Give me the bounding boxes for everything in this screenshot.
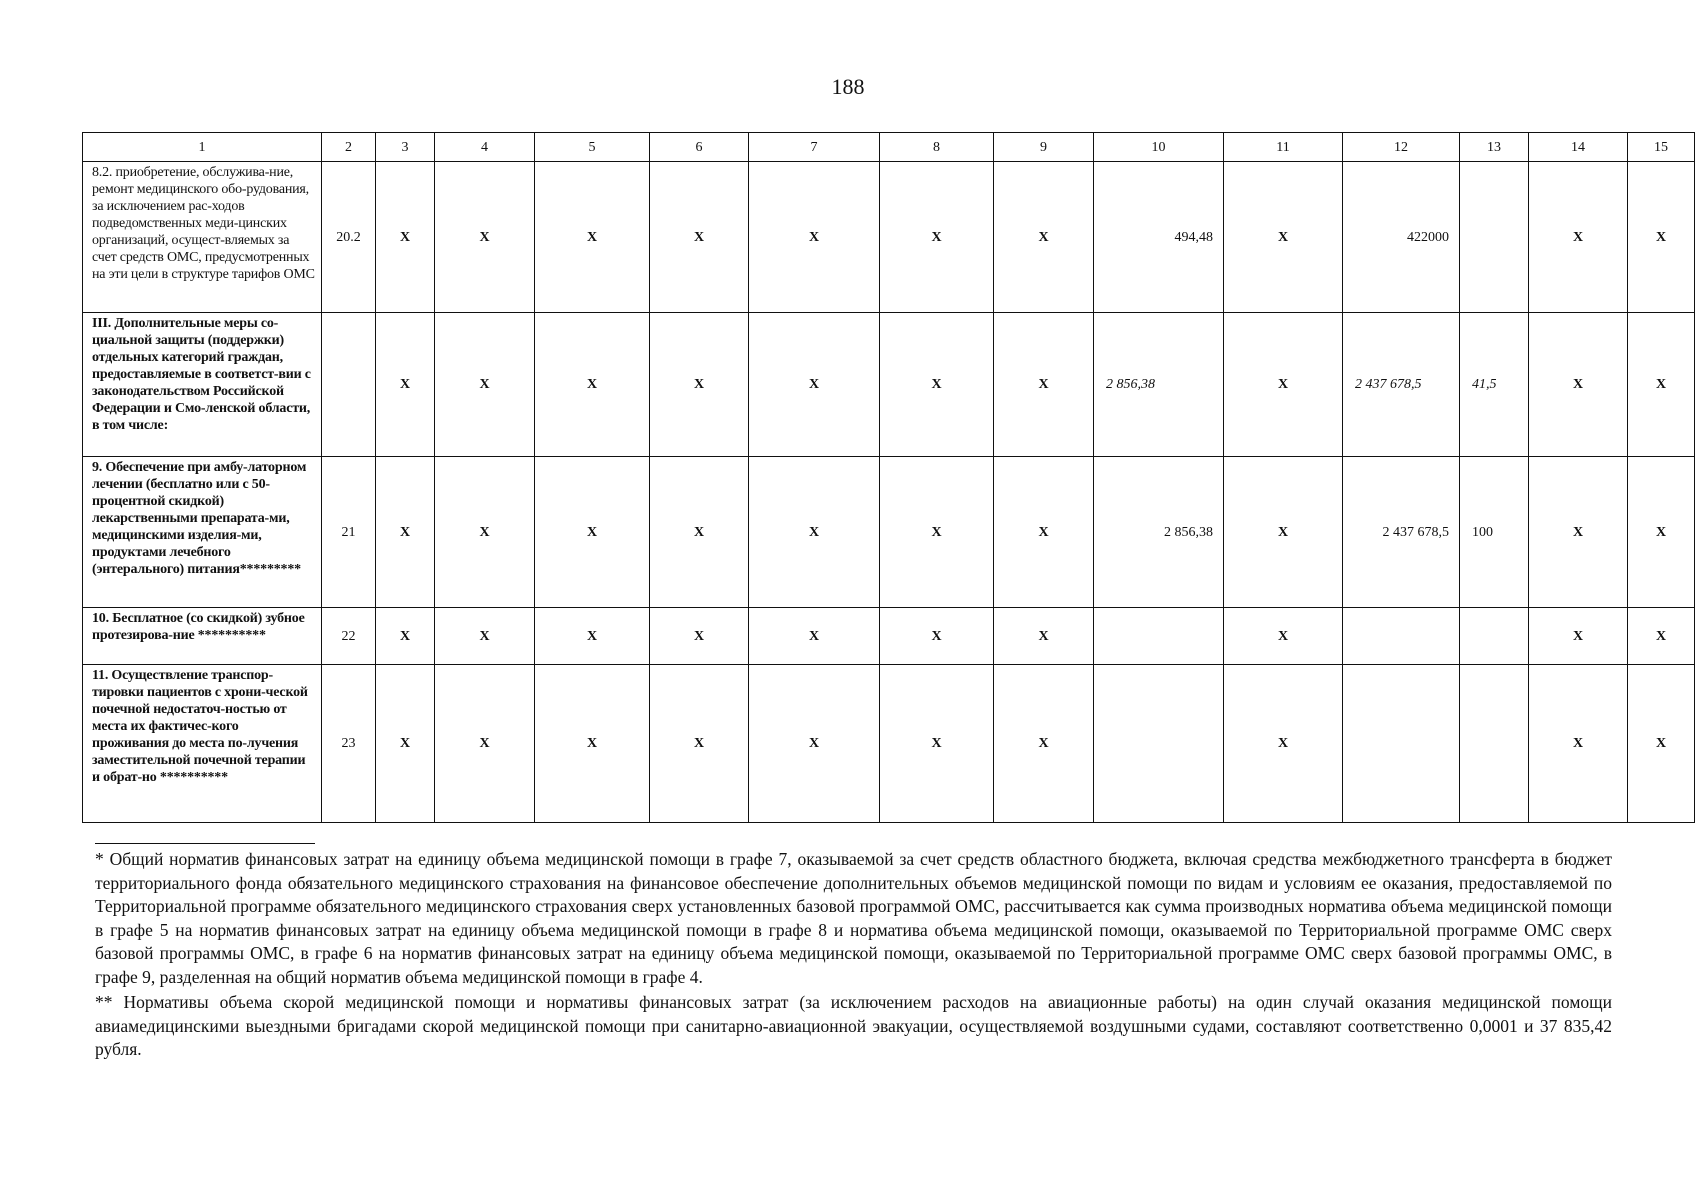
- expenditure-table: [82, 132, 1695, 823]
- x-mark: X: [1628, 608, 1695, 665]
- x-mark: X: [749, 608, 880, 665]
- x-mark: X: [650, 313, 749, 457]
- x-mark: X: [749, 457, 880, 608]
- row-label: 9. Обеспечение при амбу-латорном лечении (бесплатно или с 50-процентной скидкой) лекарственными препарата-ми, медицинскими изделия-ми, продуктами лечебного (энтерального) питания*********: [83, 457, 322, 608]
- x-mark: X: [435, 313, 535, 457]
- x-mark: X: [1529, 457, 1628, 608]
- footnotes: [95, 848, 1612, 1064]
- x-mark: X: [535, 665, 650, 823]
- column-header: 12: [1343, 133, 1460, 162]
- column-header: 6: [650, 133, 749, 162]
- cell-col10: [1094, 608, 1224, 665]
- x-mark: X: [1529, 313, 1628, 457]
- x-mark: X: [1529, 608, 1628, 665]
- x-mark: X: [994, 665, 1094, 823]
- x-mark: X: [535, 162, 650, 313]
- cell-col12: 422000: [1343, 162, 1460, 313]
- column-header: 14: [1529, 133, 1628, 162]
- x-mark: X: [1529, 665, 1628, 823]
- row-number: 23: [322, 665, 376, 823]
- column-number-row: [83, 133, 1695, 162]
- cell-col10: 494,48: [1094, 162, 1224, 313]
- x-mark: X: [749, 162, 880, 313]
- x-mark: X: [650, 608, 749, 665]
- row-number: [322, 313, 376, 457]
- footnote-1: * Общий норматив финансовых затрат на единицу объема медицинской помощи в графе 7, оказываемой за счет средств областного бюджета, включая средства межбюджетного трансферта в бюджет территориального фонда обязательного медицинского страхования на финансовое обеспечение дополнительных объемов медицинской помощи по видам и условиям ее оказания, предоставляемой по Территориальной программе обязательного медицинского страхования сверх установленных базовой программой ОМС, рассчитывается как сумма производных норматива объема медицинской помощи в графе 5 на норматив финансовых затрат на единицу объема медицинской помощи в графе 8 и норматива объема медицинской помощи, оказываемой по Территориальной программе ОМС сверх базовой программы ОМС, в графе 6 на норматив финансовых затрат на единицу объема медицинской помощи, оказываемой по Территориальной программе ОМС сверх базовой программы ОМС, в графе 9, разделенная на общий норматив объема медицинской помощи в графе 4.: [95, 849, 1612, 987]
- x-mark: X: [650, 665, 749, 823]
- x-mark: X: [1628, 162, 1695, 313]
- x-mark: X: [880, 162, 994, 313]
- x-mark: X: [376, 313, 435, 457]
- x-mark: X: [1224, 665, 1343, 823]
- row-number: 21: [322, 457, 376, 608]
- table-row: [83, 457, 1695, 608]
- x-mark: X: [650, 457, 749, 608]
- column-header: 13: [1460, 133, 1529, 162]
- x-mark: X: [994, 457, 1094, 608]
- x-mark: X: [880, 665, 994, 823]
- x-mark: X: [435, 665, 535, 823]
- row-label: 10. Бесплатное (со скидкой) зубное протезирова-ние **********: [83, 608, 322, 665]
- x-mark: X: [749, 313, 880, 457]
- table-row: [83, 313, 1695, 457]
- x-mark: X: [535, 457, 650, 608]
- row-label: 8.2. приобретение, обслужива-ние, ремонт медицинского обо-рудования, за исключением рас-ходов подведомственных меди-цинских организаций, осущест-вляемых за счет средств ОМС, предусмотренных на эти цели в структуре тарифов ОМС: [83, 162, 322, 313]
- column-header: 2: [322, 133, 376, 162]
- row-number: 22: [322, 608, 376, 665]
- x-mark: X: [376, 457, 435, 608]
- x-mark: X: [1529, 162, 1628, 313]
- x-mark: X: [994, 313, 1094, 457]
- x-mark: X: [435, 162, 535, 313]
- x-mark: X: [1224, 608, 1343, 665]
- cell-col12: 2 437 678,5: [1343, 457, 1460, 608]
- cell-col13: [1460, 665, 1529, 823]
- cell-col12: 2 437 678,5: [1343, 313, 1460, 457]
- column-header: 5: [535, 133, 650, 162]
- page-number: 188: [831, 74, 865, 99]
- x-mark: X: [1628, 313, 1695, 457]
- x-mark: X: [1224, 162, 1343, 313]
- table-row: [83, 608, 1695, 665]
- x-mark: X: [749, 665, 880, 823]
- cell-col10: 2 856,38: [1094, 313, 1224, 457]
- column-header: 9: [994, 133, 1094, 162]
- column-header: 15: [1628, 133, 1695, 162]
- cell-col10: 2 856,38: [1094, 457, 1224, 608]
- column-header: 1: [83, 133, 322, 162]
- x-mark: X: [650, 162, 749, 313]
- x-mark: X: [376, 162, 435, 313]
- column-header: 7: [749, 133, 880, 162]
- x-mark: X: [435, 608, 535, 665]
- x-mark: X: [1628, 665, 1695, 823]
- x-mark: X: [535, 608, 650, 665]
- cell-col13: [1460, 608, 1529, 665]
- cell-col10: [1094, 665, 1224, 823]
- x-mark: X: [535, 313, 650, 457]
- cell-col13: 41,5: [1460, 313, 1529, 457]
- column-header: 3: [376, 133, 435, 162]
- table-row: [83, 665, 1695, 823]
- x-mark: X: [376, 665, 435, 823]
- row-label: 11. Осуществление транспор-тировки пациентов с хрони-ческой почечной недостаточ-ностью от места их фактичес-кого проживания до места по-лучения заместительной почечной терапии и обрат-но **********: [83, 665, 322, 823]
- row-label: III. Дополнительные меры со-циальной защиты (поддержки) отдельных категорий граждан, предоставляемые в соответст-вии с законодательством Российской Федерации и Смо-ленской области, в том числе:: [83, 313, 322, 457]
- x-mark: X: [880, 313, 994, 457]
- x-mark: X: [880, 608, 994, 665]
- cell-col13: 100: [1460, 457, 1529, 608]
- x-mark: X: [376, 608, 435, 665]
- table-row: [83, 162, 1695, 313]
- x-mark: X: [994, 162, 1094, 313]
- x-mark: X: [1224, 457, 1343, 608]
- x-mark: X: [1224, 313, 1343, 457]
- column-header: 8: [880, 133, 994, 162]
- x-mark: X: [994, 608, 1094, 665]
- x-mark: X: [880, 457, 994, 608]
- cell-col12: [1343, 665, 1460, 823]
- column-header: 10: [1094, 133, 1224, 162]
- column-header: 11: [1224, 133, 1343, 162]
- row-number: 20.2: [322, 162, 376, 313]
- footnote-2: ** Нормативы объема скорой медицинской помощи и нормативы финансовых затрат (за исключением расходов на авиационные работы) на один случай оказания медицинской помощи авиамедицинскими выездными бригадами скорой медицинской помощи при санитарно-авиационной эвакуации, осуществляемой воздушными судами, составляют соответственно 0,0001 и 37 835,42 рубля.: [95, 992, 1612, 1059]
- column-header: 4: [435, 133, 535, 162]
- cell-col12: [1343, 608, 1460, 665]
- cell-col13: [1460, 162, 1529, 313]
- footnote-divider: [95, 843, 315, 844]
- x-mark: X: [435, 457, 535, 608]
- x-mark: X: [1628, 457, 1695, 608]
